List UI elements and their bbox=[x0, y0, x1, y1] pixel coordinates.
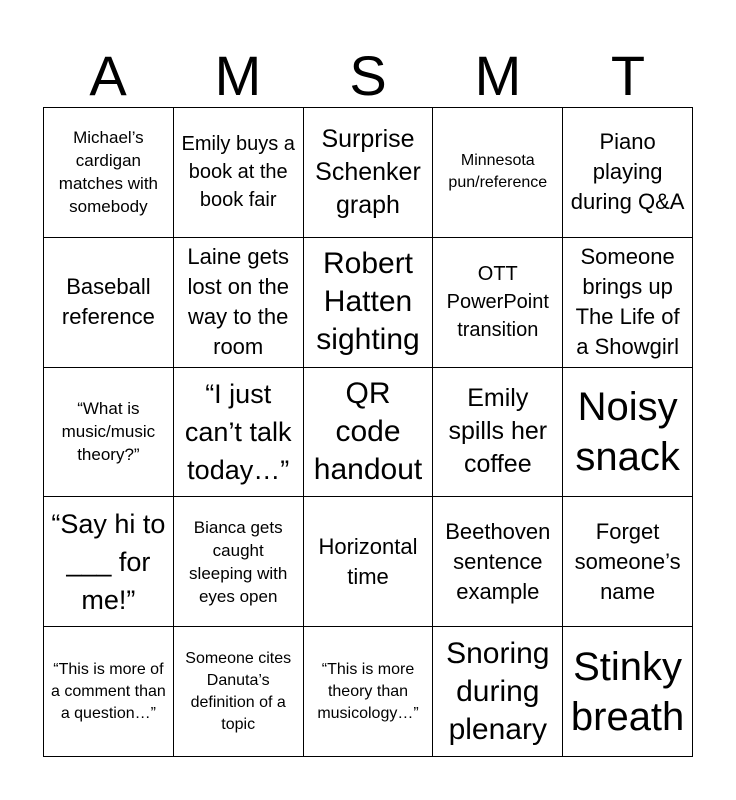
header-letter-s: S bbox=[349, 44, 387, 107]
cell-text: Horizontal time bbox=[318, 533, 418, 589]
cell-text: Snoring during plenary bbox=[446, 636, 550, 746]
bingo-cell[interactable] bbox=[174, 497, 304, 627]
cell-text: Beethoven sentence example bbox=[445, 518, 551, 604]
bingo-cell[interactable] bbox=[563, 368, 693, 498]
bingo-cell[interactable] bbox=[44, 497, 174, 627]
header-letter-t: T bbox=[610, 44, 646, 107]
cell-text: Michael’s cardigan matches with somebody bbox=[58, 128, 158, 217]
cell-text: “This is more theory than musicology…” bbox=[317, 660, 419, 722]
cell-text: “Say hi to ___ for me!” bbox=[51, 508, 166, 615]
bingo-cell[interactable] bbox=[44, 108, 174, 238]
bingo-cell[interactable] bbox=[433, 368, 563, 498]
bingo-cell[interactable] bbox=[304, 368, 434, 498]
bingo-cell[interactable] bbox=[174, 627, 304, 757]
bingo-cell[interactable] bbox=[433, 108, 563, 238]
bingo-cell[interactable] bbox=[174, 108, 304, 238]
cell-text: Surprise Schenker graph bbox=[315, 124, 421, 219]
cell-text: Stinky breath bbox=[570, 644, 685, 739]
header-letter-a: A bbox=[89, 44, 127, 107]
cell-text: Bianca gets caught sleeping with eyes open bbox=[189, 517, 288, 606]
bingo-cell[interactable] bbox=[174, 238, 304, 368]
cell-text: Robert Hatten sighting bbox=[316, 247, 420, 357]
cell-text: Minnesota pun/reference bbox=[448, 152, 548, 192]
bingo-grid bbox=[43, 107, 693, 757]
bingo-cell[interactable] bbox=[304, 108, 434, 238]
bingo-cell[interactable] bbox=[433, 238, 563, 368]
cell-text: Someone cites Danuta’s definition of a topic bbox=[185, 649, 292, 733]
bingo-cell[interactable] bbox=[563, 497, 693, 627]
cell-text: Laine gets lost on the way to the room bbox=[187, 244, 289, 360]
header-letter-m-2: M bbox=[474, 44, 522, 107]
cell-text: Someone brings up The Life of a Showgirl bbox=[575, 244, 680, 360]
cell-text: Emily buys a book at the book fair bbox=[181, 133, 295, 212]
header-letter-m: M bbox=[214, 44, 262, 107]
bingo-cell[interactable] bbox=[304, 238, 434, 368]
cell-text: OTT PowerPoint transition bbox=[446, 263, 549, 342]
bingo-cell[interactable] bbox=[44, 368, 174, 498]
bingo-header bbox=[43, 44, 693, 108]
bingo-cell[interactable] bbox=[304, 627, 434, 757]
bingo-cell[interactable] bbox=[44, 627, 174, 757]
bingo-cell[interactable] bbox=[44, 238, 174, 368]
cell-text: “I just can’t talk today…” bbox=[184, 378, 292, 485]
bingo-cell[interactable] bbox=[433, 497, 563, 627]
cell-text: Emily spills her coffee bbox=[448, 384, 548, 479]
cell-text: “This is more of a comment than a question…” bbox=[51, 660, 166, 722]
bingo-cell[interactable] bbox=[563, 108, 693, 238]
cell-text: Forget someone’s name bbox=[574, 518, 681, 604]
cell-text: Piano playing during Q&A bbox=[570, 129, 685, 215]
cell-text: “What is music/music theory?” bbox=[61, 399, 156, 465]
cell-text: Noisy snack bbox=[575, 384, 680, 479]
bingo-cell[interactable] bbox=[433, 627, 563, 757]
bingo-cell[interactable] bbox=[563, 627, 693, 757]
bingo-cell[interactable] bbox=[174, 368, 304, 498]
bingo-cell[interactable] bbox=[563, 238, 693, 368]
bingo-cell[interactable] bbox=[304, 497, 434, 627]
cell-text: QR code handout bbox=[313, 376, 423, 486]
cell-text: Baseball reference bbox=[61, 274, 155, 330]
